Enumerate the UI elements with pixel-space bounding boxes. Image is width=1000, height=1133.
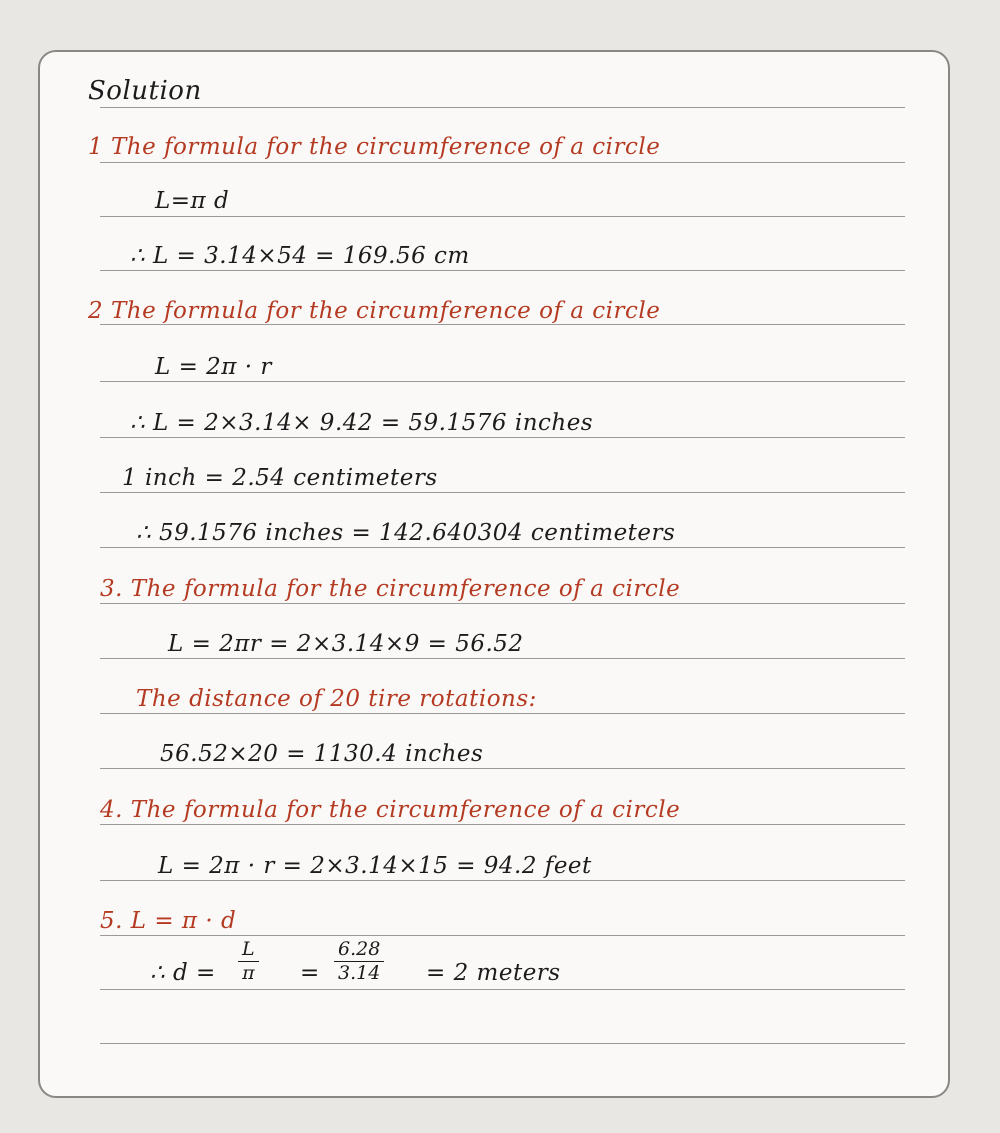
ruled-line <box>100 658 905 659</box>
ruled-line <box>100 768 905 769</box>
ruled-line <box>100 107 905 108</box>
line-3-heading: 3. The formula for the circumference of a circle <box>100 576 681 602</box>
line-5-equals: = <box>300 960 320 986</box>
line-2-conversion: 1 inch = 2.54 centimeters <box>122 465 438 491</box>
line-3-answer: 56.52×20 = 1130.4 inches <box>160 741 484 767</box>
fraction-628-over-314 <box>334 940 384 983</box>
line-5-prefix: ∴ d = <box>150 960 216 986</box>
solution-title: Solution <box>88 76 202 106</box>
ruled-line <box>100 989 905 990</box>
line-2-converted-answer: ∴ 59.1576 inches = 142.640304 centimeters <box>136 520 676 546</box>
ruled-line <box>100 547 905 548</box>
fraction-denominator: π <box>242 962 255 984</box>
line-4-answer: L = 2π · r = 2×3.14×15 = 94.2 feet <box>158 853 592 879</box>
ruled-line <box>100 216 905 217</box>
ruled-line <box>100 381 905 382</box>
line-1-answer: ∴ L = 3.14×54 = 169.56 cm <box>130 243 470 269</box>
line-5-result: = 2 meters <box>426 960 561 986</box>
ruled-line <box>100 713 905 714</box>
fraction-numerator: 6.28 <box>338 938 381 960</box>
ruled-line <box>100 1043 905 1044</box>
line-4-heading: 4. The formula for the circumference of a circle <box>100 797 681 823</box>
ruled-line <box>100 880 905 881</box>
ruled-line <box>100 492 905 493</box>
line-2-formula: L = 2π · r <box>155 354 272 380</box>
ruled-line <box>100 824 905 825</box>
line-3-distance-label: The distance of 20 tire rotations: <box>136 686 537 712</box>
ruled-line <box>100 437 905 438</box>
line-1-formula: L=π d <box>155 188 230 214</box>
ruled-line <box>100 935 905 936</box>
ruled-line <box>100 270 905 271</box>
line-1-heading: 1 The formula for the circumference of a circle <box>88 134 661 160</box>
fraction-numerator: L <box>242 938 255 960</box>
line-2-answer: ∴ L = 2×3.14× 9.42 = 59.1576 inches <box>130 410 594 436</box>
fraction-l-over-pi <box>238 940 259 983</box>
line-3-formula: L = 2πr = 2×3.14×9 = 56.52 <box>168 631 524 657</box>
ruled-line <box>100 603 905 604</box>
line-2-heading: 2 The formula for the circumference of a circle <box>88 298 661 324</box>
ruled-line <box>100 324 905 325</box>
fraction-denominator: 3.14 <box>338 962 381 984</box>
line-5-formula: 5. L = π · d <box>100 908 237 934</box>
ruled-line <box>100 162 905 163</box>
